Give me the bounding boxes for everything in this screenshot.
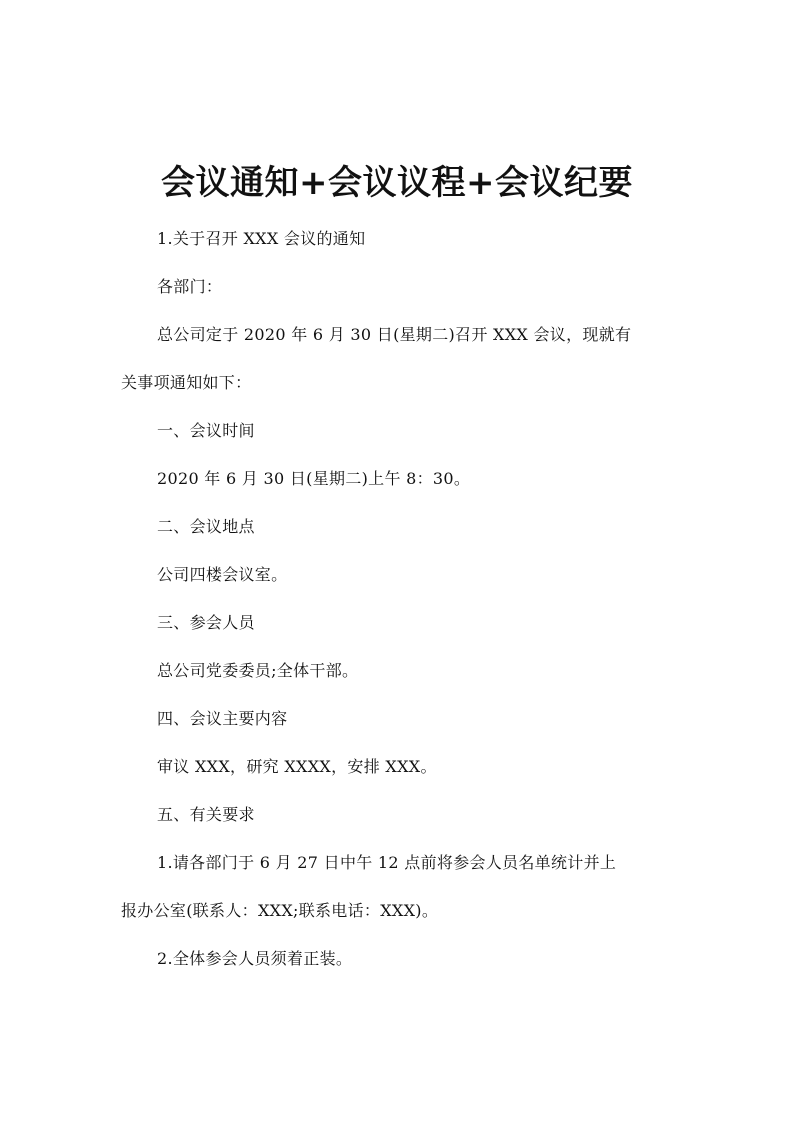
meeting-time: 2020 年 6 月 30 日(星期二)上午 8：30。 xyxy=(157,469,471,488)
document-title: 会议通知+会议议程+会议纪要 xyxy=(161,163,633,203)
salutation: 各部门： xyxy=(157,277,223,296)
intro-paragraph-line-2: 关事项通知如下： xyxy=(121,373,252,392)
meeting-location: 公司四楼会议室。 xyxy=(157,565,288,584)
section-heading-location: 二、会议地点 xyxy=(157,517,255,536)
requirement-1-line-1: 1.请各部门于 6 月 27 日中午 12 点前将参会人员名单统计并上 xyxy=(157,853,617,872)
requirement-2: 2.全体参会人员须着正装。 xyxy=(157,949,353,968)
requirement-1-line-2: 报办公室(联系人：XXX;联系电话：XXX)。 xyxy=(121,901,439,920)
section-heading-attendees: 三、参会人员 xyxy=(157,613,255,632)
meeting-content: 审议 XXX，研究 XXXX，安排 XXX。 xyxy=(157,757,437,776)
section-heading-content: 四、会议主要内容 xyxy=(157,709,288,728)
intro-paragraph-line-1: 总公司定于 2020 年 6 月 30 日(星期二)召开 XXX 会议，现就有 xyxy=(157,325,632,344)
notice-heading: 1.关于召开 XXX 会议的通知 xyxy=(157,229,366,248)
section-heading-time: 一、会议时间 xyxy=(157,421,255,440)
meeting-attendees: 总公司党委委员;全体干部。 xyxy=(157,661,359,680)
section-heading-requirements: 五、有关要求 xyxy=(157,805,255,824)
